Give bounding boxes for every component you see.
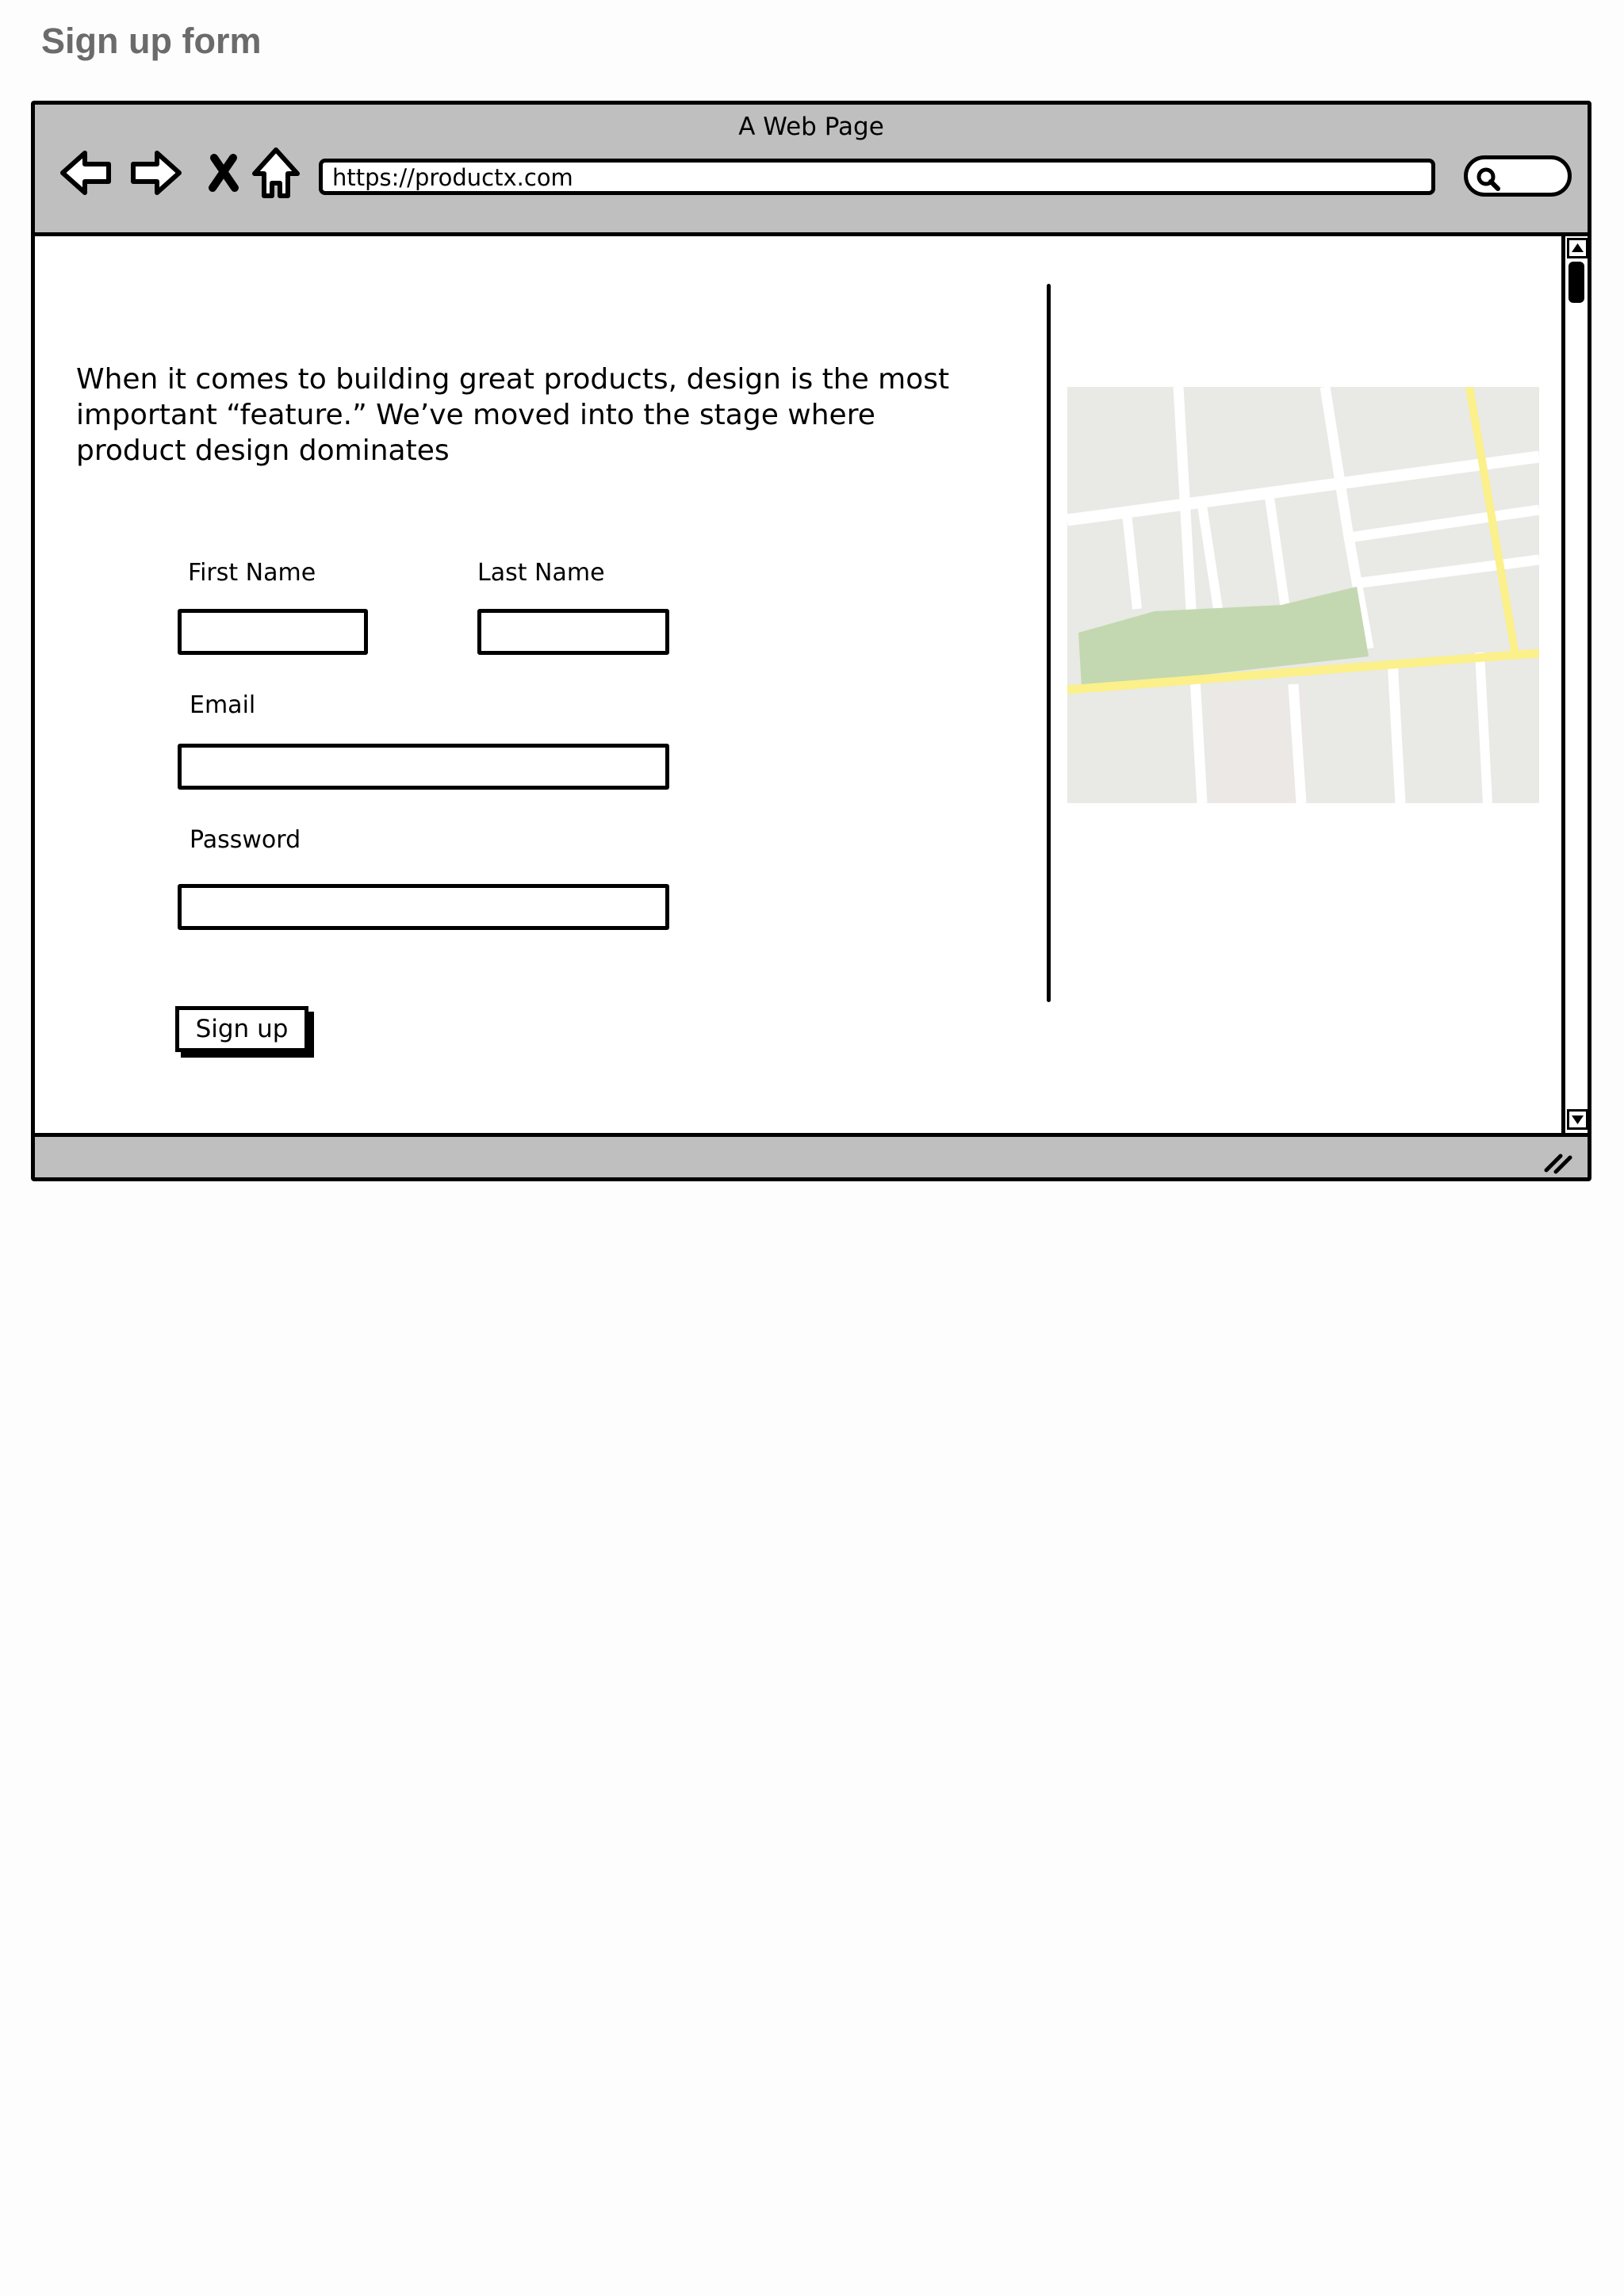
back-arrow-icon[interactable]	[56, 142, 118, 204]
scroll-up-button[interactable]	[1567, 238, 1588, 258]
caret-down-icon	[1569, 1112, 1586, 1127]
page-title: Sign up form	[41, 21, 262, 61]
intro-paragraph: When it comes to building great products, design is the most important “feature.” We’ve moved into the stage where product design dominates	[76, 363, 950, 467]
first-name-field[interactable]	[178, 609, 368, 655]
scrollbar-thumb[interactable]	[1568, 262, 1584, 303]
sign-up-button[interactable]: Sign up	[175, 1006, 308, 1052]
home-icon[interactable]	[245, 142, 307, 204]
last-name-field[interactable]	[477, 609, 669, 655]
map-image[interactable]	[1067, 387, 1539, 803]
resize-grip-icon[interactable]	[1542, 1146, 1573, 1178]
forward-arrow-icon[interactable]	[124, 142, 186, 204]
email-label: Email	[190, 691, 256, 719]
vertical-divider	[1047, 284, 1051, 1002]
browser-titlebar	[35, 105, 1588, 236]
password-label: Password	[190, 826, 301, 854]
scroll-down-button[interactable]	[1567, 1109, 1588, 1130]
email-field[interactable]	[178, 744, 669, 790]
caret-up-icon	[1569, 240, 1586, 256]
browser-statusbar	[35, 1133, 1588, 1181]
last-name-label: Last Name	[477, 559, 605, 587]
vertical-scrollbar[interactable]	[1561, 236, 1591, 1133]
page-content	[35, 236, 1561, 1133]
first-name-label: First Name	[188, 559, 316, 587]
address-bar[interactable]: https://productx.com	[319, 159, 1435, 195]
window-title: A Web Page	[738, 113, 884, 141]
browser-window	[31, 101, 1591, 1181]
browser-search-box[interactable]	[1464, 155, 1572, 197]
search-icon	[1474, 165, 1503, 193]
password-field[interactable]	[178, 884, 669, 930]
